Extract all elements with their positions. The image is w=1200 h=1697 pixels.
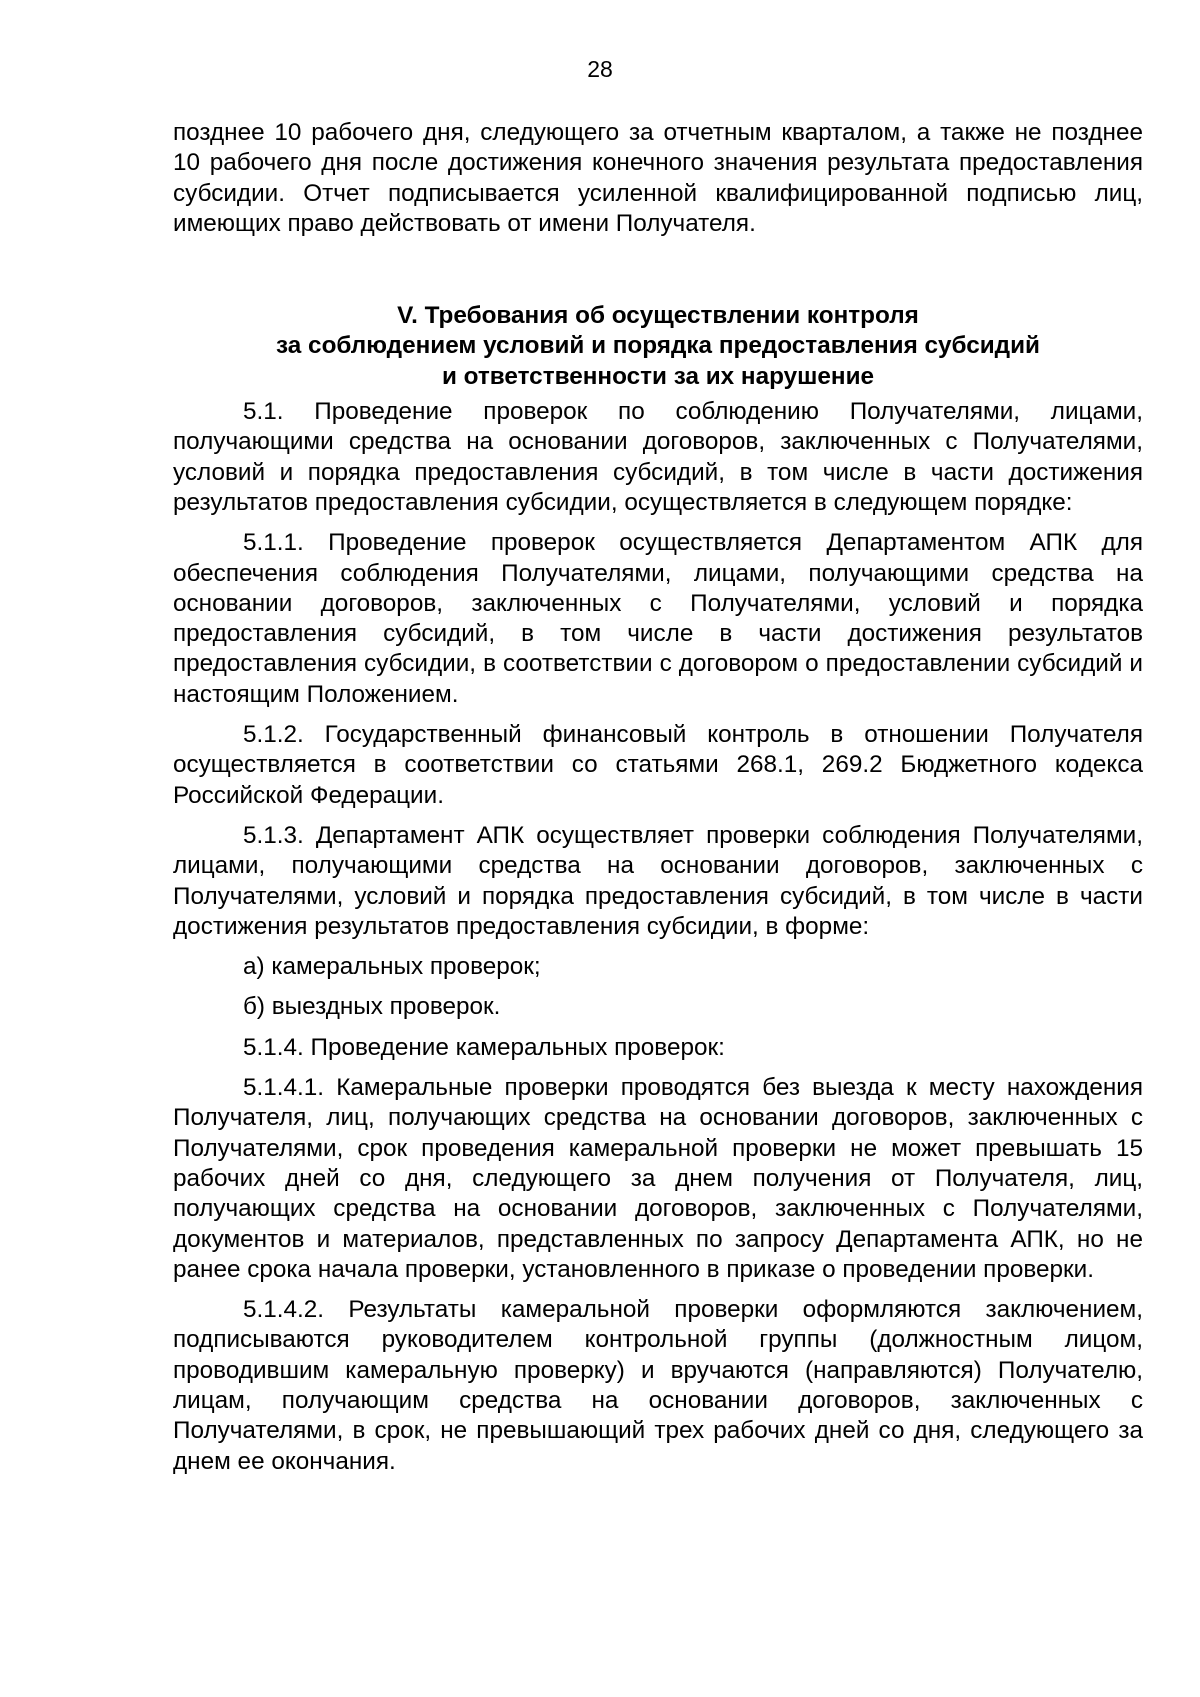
- paragraph-5-1: 5.1. Проведение проверок по соблюдению Получателями, лицами, получающими средства на основании договоров, заключенных с Получателями, условий и порядка предоставления субсидий, в том числе в части достижения результатов предоставления субсидии, осуществляется в следующем порядке:: [173, 398, 1143, 516]
- document-body: [173, 118, 1143, 1477]
- section-heading-line-3: и ответственности за их нарушение: [441, 362, 875, 390]
- paragraph-5-1-1: 5.1.1. Проведение проверок осуществляется Департаментом АПК для обеспечения соблюдения Получателями, лицами, получающими средства на основании договоров, заключенных с Получателями, условий и порядка предоставления субсидий, в том числе в части достижения результатов предоставления субсидии, в соответствии с договором о предоставлении субсидий и настоящим Положением.: [173, 529, 1143, 708]
- section-heading: [173, 301, 1143, 392]
- paragraph-5-1-3: 5.1.3. Департамент АПК осуществляет проверки соблюдения Получателями, лицами, получающими средства на основании договоров, заключенных с Получателями, условий и порядка предоставления субсидий, в том числе в части достижения результатов предоставления субсидии, в форме:: [173, 821, 1143, 940]
- list-item-a: а) камеральных проверок;: [243, 953, 541, 981]
- paragraph-5-1-4: 5.1.4. Проведение камеральных проверок:: [243, 1033, 725, 1061]
- intro-paragraph: позднее 10 рабочего дня, следующего за отчетным кварталом, а также не позднее 10 рабочего дня после достижения конечного значения результата предоставления субсидии. Отчет подписывается усиленной квалифицированной подписью лиц, имеющих право действовать от имени Получателя.: [173, 119, 1143, 237]
- page-number: 28: [587, 56, 613, 82]
- paragraph-5-1-4-2: 5.1.4.2. Результаты камеральной проверки оформляются заключением, подписываются руководителем контрольной группы (должностным лицом, проводившим камеральную проверку) и вручаются (направляются) Получателю, лицам, получающим средства на основании договоров, заключенных с Получателями, в срок, не превышающий трех рабочих дней со дня, следующего за днем ее окончания.: [173, 1296, 1143, 1475]
- paragraph-5-1-4-1: 5.1.4.1. Камеральные проверки проводятся без выезда к месту нахождения Получателя, лиц, получающих средства на основании договоров, заключенных с Получателями, срок проведения камеральной проверки не может превышать 15 рабочих дней со дня, следующего за днем получения от Получателя, лиц, получающих средства на основании договоров, заключенных с Получателями, документов и материалов, представленных по запросу Департамента АПК, но не ранее срока начала проверки, установленного в приказе о проведении проверки.: [173, 1074, 1143, 1283]
- section-heading-line-2: за соблюдением условий и порядка предоставления субсидий: [276, 332, 1040, 360]
- paragraph-5-1-2: 5.1.2. Государственный финансовый контроль в отношении Получателя осуществляется в соответствии со статьями 268.1, 269.2 Бюджетного кодекса Российской Федерации.: [173, 721, 1143, 809]
- section-heading-line-1: V. Требования об осуществлении контроля: [397, 302, 919, 330]
- list-item-b: б) выездных проверок.: [243, 993, 501, 1021]
